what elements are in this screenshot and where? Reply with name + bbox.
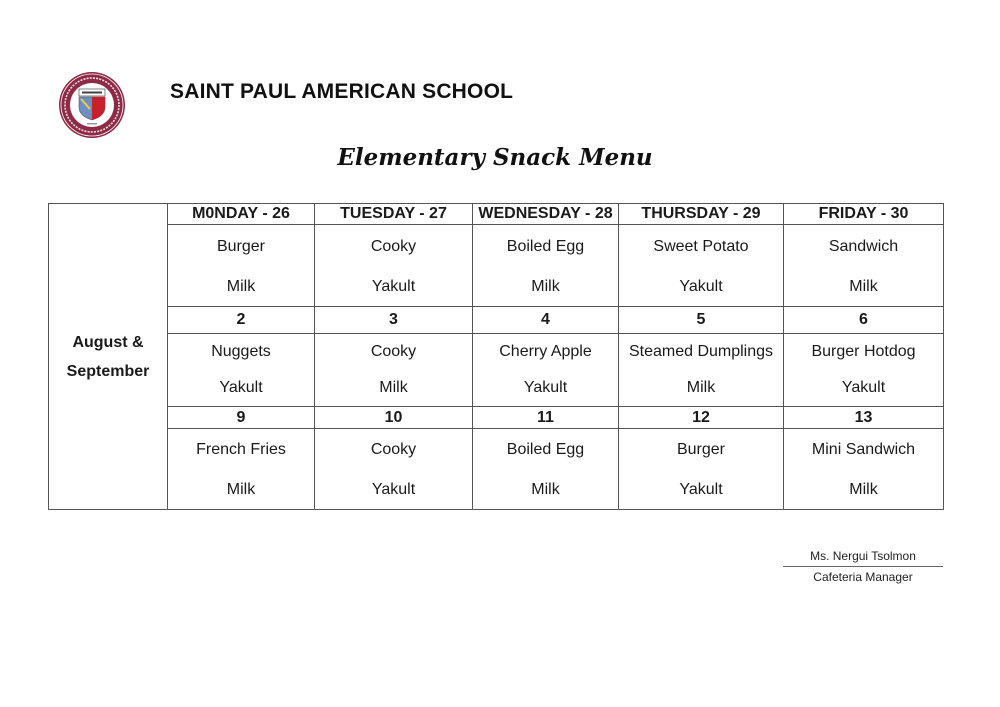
drink-item: Yakult bbox=[371, 278, 416, 295]
school-seal-icon bbox=[58, 71, 126, 139]
drink-item: Yakult bbox=[371, 481, 416, 498]
drink-item: Milk bbox=[226, 481, 256, 498]
date-header: 10 bbox=[315, 407, 473, 429]
snack-item: Sweet Potato bbox=[653, 238, 749, 255]
snack-item: Cherry Apple bbox=[499, 343, 592, 360]
menu-cell bbox=[315, 334, 473, 407]
month-label-line-2: September bbox=[66, 362, 150, 380]
month-label bbox=[49, 204, 168, 510]
snack-item: Cooky bbox=[370, 238, 417, 255]
signer-role: Cafeteria Manager bbox=[813, 570, 913, 584]
date-header: 13 bbox=[784, 407, 944, 429]
seal-est-mark bbox=[87, 123, 97, 125]
menu-cell bbox=[784, 334, 944, 407]
snack-item: Cooky bbox=[370, 441, 417, 458]
drink-item: Milk bbox=[849, 278, 878, 295]
day-header: THURSDAY - 29 bbox=[619, 204, 784, 225]
menu-cell bbox=[315, 429, 473, 510]
drink-item: Yakult bbox=[523, 379, 568, 396]
snack-item: Boiled Egg bbox=[506, 441, 585, 458]
menu-cell bbox=[784, 429, 944, 510]
week-3-header-row bbox=[49, 407, 944, 429]
snack-item: Boiled Egg bbox=[506, 238, 585, 255]
date-header: 2 bbox=[168, 307, 315, 334]
menu-cell bbox=[168, 429, 315, 510]
menu-cell bbox=[619, 225, 784, 307]
month-label-line-1: August & bbox=[72, 333, 144, 351]
drink-item: Yakult bbox=[841, 379, 886, 396]
date-header: 5 bbox=[619, 307, 784, 334]
menu-cell bbox=[784, 225, 944, 307]
menu-cell bbox=[619, 429, 784, 510]
week-3-food-row bbox=[49, 429, 944, 510]
drink-item: Yakult bbox=[679, 481, 723, 498]
page-title: Elementary Snack Menu bbox=[337, 144, 653, 171]
snack-item: Nuggets bbox=[211, 343, 271, 360]
menu-cell bbox=[619, 334, 784, 407]
drink-item: Milk bbox=[379, 379, 408, 396]
date-header: 9 bbox=[168, 407, 315, 429]
snack-item: Sandwich bbox=[828, 238, 899, 255]
seal-banner-lettering bbox=[82, 92, 102, 94]
snack-menu-table bbox=[48, 203, 944, 510]
snack-item: Burger bbox=[676, 441, 726, 458]
drink-item: Milk bbox=[531, 278, 560, 295]
signer-name: Ms. Nergui Tsolmon bbox=[783, 549, 943, 567]
week-2-food-row bbox=[49, 334, 944, 407]
date-header: 6 bbox=[784, 307, 944, 334]
menu-cell bbox=[473, 429, 619, 510]
day-header: TUESDAY - 27 bbox=[315, 204, 473, 225]
day-header: M0NDAY - 26 bbox=[168, 204, 315, 225]
date-header: 3 bbox=[315, 307, 473, 334]
drink-item: Yakult bbox=[219, 379, 263, 396]
week-1-header-row bbox=[49, 204, 944, 225]
menu-cell bbox=[473, 225, 619, 307]
snack-item: Steamed Dumplings bbox=[628, 343, 774, 360]
snack-item: Burger bbox=[216, 238, 266, 255]
menu-cell bbox=[315, 225, 473, 307]
snack-item: Mini Sandwich bbox=[811, 441, 916, 458]
snack-item: Cooky bbox=[370, 343, 417, 360]
drink-item: Milk bbox=[531, 481, 560, 498]
date-header: 11 bbox=[473, 407, 619, 429]
menu-cell bbox=[473, 334, 619, 407]
week-1-food-row bbox=[49, 225, 944, 307]
date-header: 12 bbox=[619, 407, 784, 429]
signature-block bbox=[783, 549, 943, 584]
snack-item: Burger Hotdog bbox=[811, 343, 916, 360]
snack-item: French Fries bbox=[196, 441, 286, 458]
day-header: FRIDAY - 30 bbox=[784, 204, 944, 225]
school-logo bbox=[58, 71, 126, 139]
drink-item: Yakult bbox=[679, 278, 723, 295]
week-2-header-row bbox=[49, 307, 944, 334]
menu-cell bbox=[168, 334, 315, 407]
drink-item: Milk bbox=[226, 278, 256, 295]
menu-cell bbox=[168, 225, 315, 307]
day-header: WEDNESDAY - 28 bbox=[473, 204, 619, 225]
drink-item: Milk bbox=[849, 481, 878, 498]
school-name: SAINT PAUL AMERICAN SCHOOL bbox=[170, 80, 514, 103]
drink-item: Milk bbox=[686, 379, 716, 396]
date-header: 4 bbox=[473, 307, 619, 334]
